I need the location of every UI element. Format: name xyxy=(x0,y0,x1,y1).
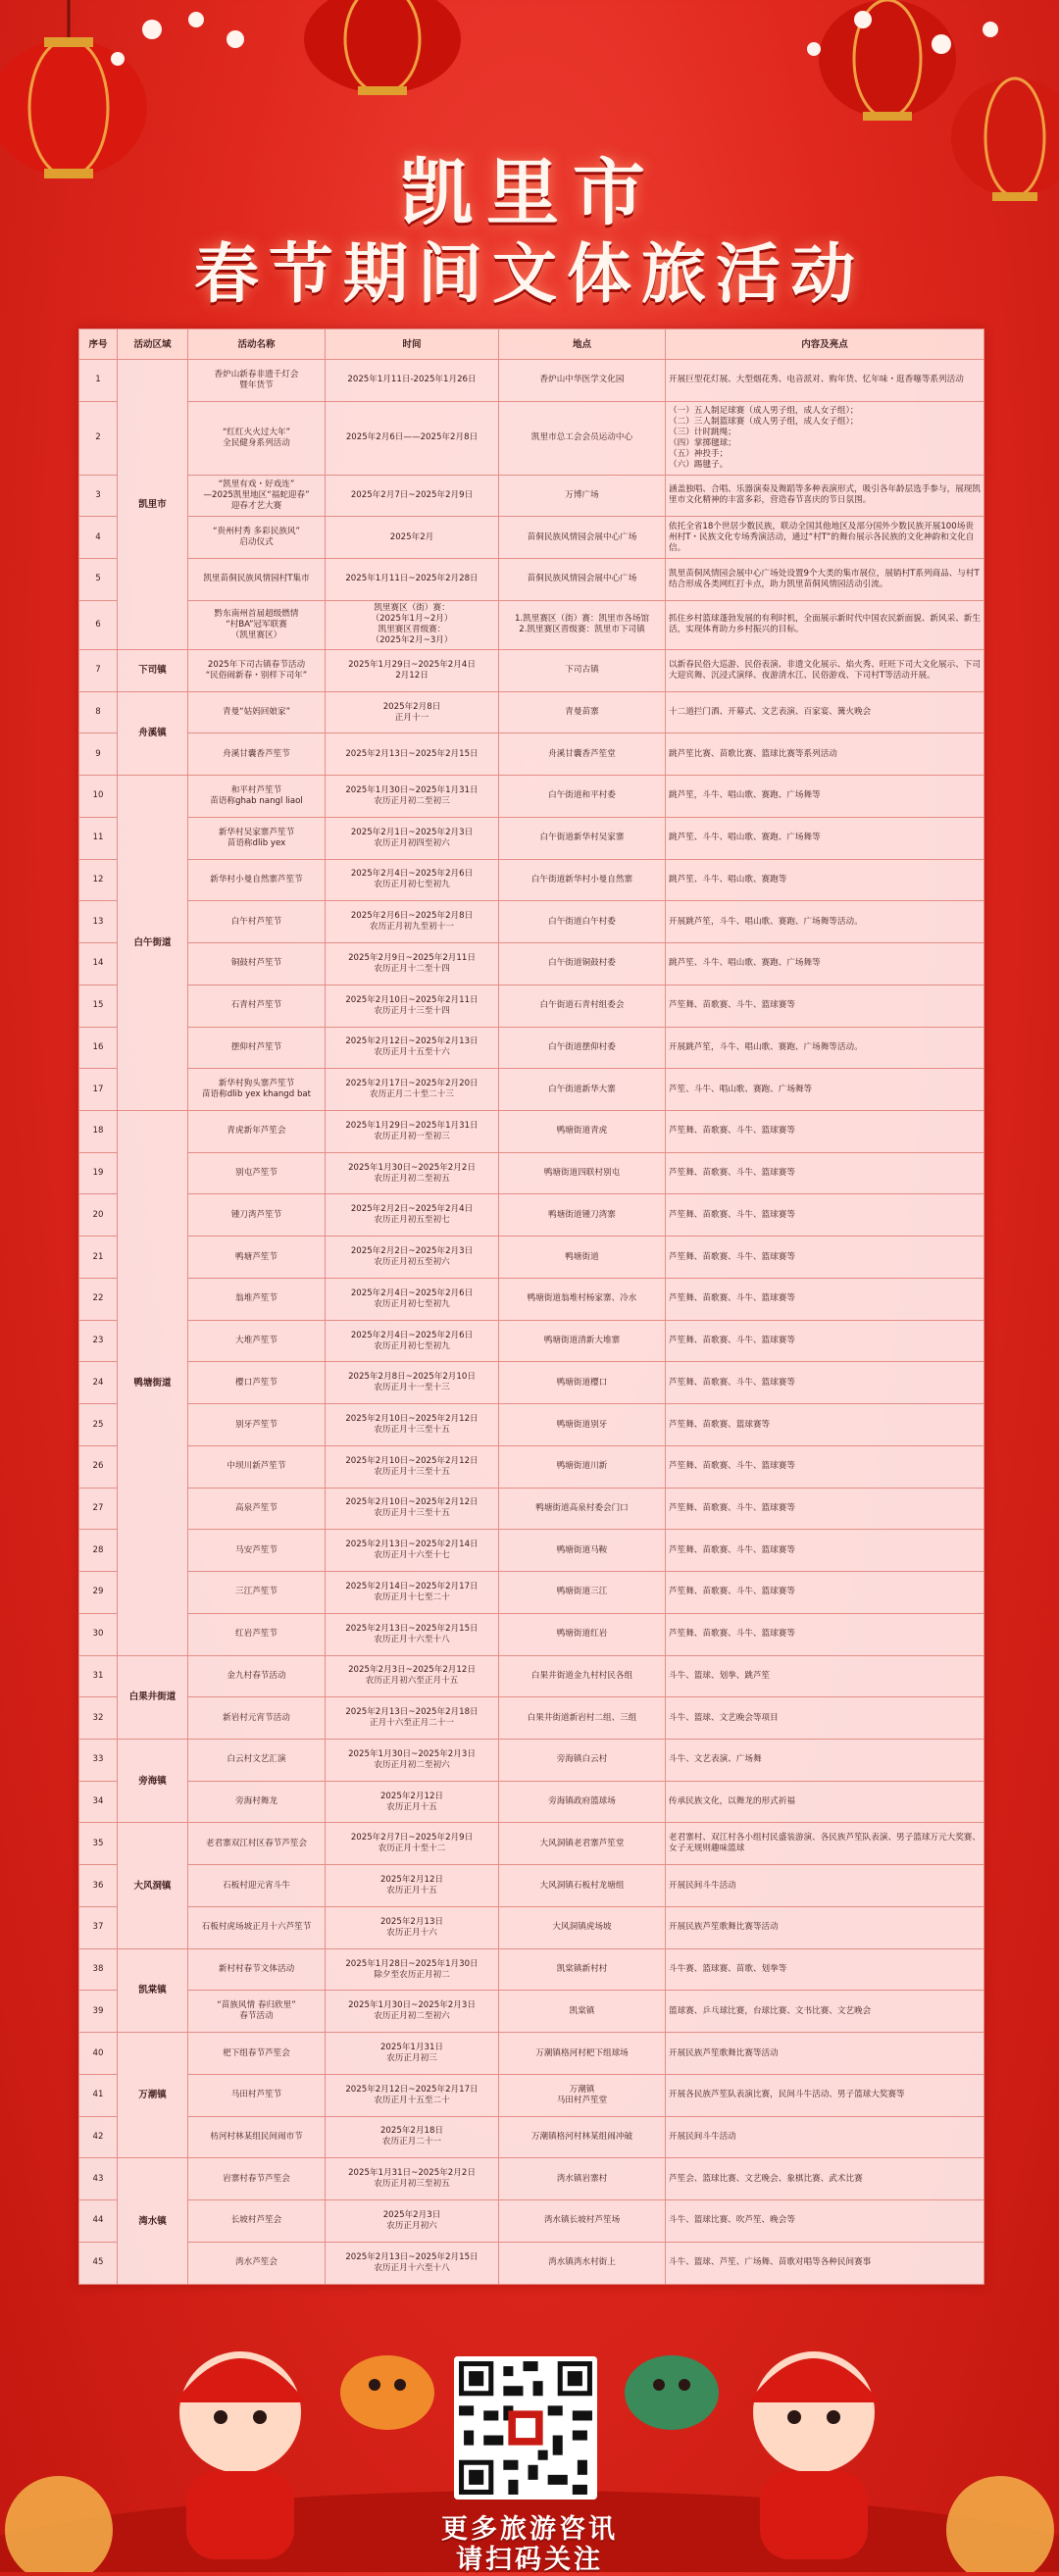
row-number: 33 xyxy=(79,1740,118,1782)
table-row xyxy=(79,1865,984,1907)
activity-place: 鸭塘街道红岩 xyxy=(499,1613,666,1655)
table-row xyxy=(79,1781,984,1823)
row-number: 40 xyxy=(79,2033,118,2075)
activity-place: 白午街道铜鼓村委 xyxy=(499,943,666,985)
table-row xyxy=(79,1278,984,1320)
activity-place: 1.凯里赛区（街）赛：凯里市各场馆 2.凯里赛区晋级赛：凯里市下司镇 xyxy=(499,600,666,649)
activity-place: 鸭塘街道别牙 xyxy=(499,1404,666,1446)
activity-place: 鸭塘街道高泉村委会门口 xyxy=(499,1488,666,1530)
row-number: 36 xyxy=(79,1865,118,1907)
table-body xyxy=(79,360,984,2285)
row-number: 27 xyxy=(79,1488,118,1530)
row-number: 31 xyxy=(79,1655,118,1697)
activity-place: 苗侗民族风情园会展中心广场 xyxy=(499,517,666,559)
activity-content: 芦笙舞、苗歌赛、斗牛、篮球赛等 xyxy=(666,1320,984,1362)
table-row xyxy=(79,776,984,818)
activity-content: 开展巨型花灯展、大型烟花秀、电音派对、购年货、忆年味・逛香噻等系列活动 xyxy=(666,360,984,402)
activity-content: 斗牛、篮球比赛、吹芦笙、晚会等 xyxy=(666,2200,984,2243)
activity-time: 2025年1月29日~2025年1月31日 农历正月初一至初三 xyxy=(326,1111,499,1153)
activity-area: 白果井街道 xyxy=(118,1655,188,1739)
activity-time: 2025年1月30日~2025年2月3日 农历正月初二至初六 xyxy=(326,1991,499,2033)
activity-place: 青曼苗寨 xyxy=(499,691,666,733)
activity-content: 芦笙舞、苗歌赛、斗牛、篮球赛等 xyxy=(666,1530,984,1572)
activity-time: 2025年2月10日~2025年2月12日 农历正月十三至十五 xyxy=(326,1445,499,1488)
activity-place: 凯里市总工会会员运动中心 xyxy=(499,401,666,475)
activity-content: 芦笙会、篮球比赛、文艺晚会、象棋比赛、武术比赛 xyxy=(666,2158,984,2200)
activity-name: 中坝川新芦笙节 xyxy=(188,1445,326,1488)
table-row xyxy=(79,558,984,600)
activity-time: 2025年2月8日~2025年2月10日 农历正月十一至十三 xyxy=(326,1362,499,1404)
activity-time: 2025年2月12日 农历正月十五 xyxy=(326,1781,499,1823)
activity-place: 湾水镇岩寨村 xyxy=(499,2158,666,2200)
activity-time: 2025年1月31日 农历正月初三 xyxy=(326,2033,499,2075)
col-header-no: 序号 xyxy=(79,329,118,360)
activity-content: 跳芦笙，斗牛、唱山歌、赛跑、广场舞等 xyxy=(666,776,984,818)
activity-content: 芦笙舞、苗歌赛、斗牛、篮球赛等 xyxy=(666,1445,984,1488)
activity-content: 开展民族芦笙歌舞比赛等活动 xyxy=(666,1906,984,1948)
table-row xyxy=(79,1906,984,1948)
activity-time: 2025年2月3日~2025年2月12日 农历正月初六至正月十五 xyxy=(326,1655,499,1697)
activity-time: 2025年2月7日~2025年2月9日 农历正月十至十二 xyxy=(326,1823,499,1865)
activity-area: 万潮镇 xyxy=(118,2033,188,2158)
table-header xyxy=(79,329,984,360)
table-row xyxy=(79,1823,984,1865)
activity-content: 斗牛、篮球、芦笙、广场舞、苗歌对唱等各种民间赛事 xyxy=(666,2242,984,2284)
activity-content: 传承民族文化，以舞龙的形式祈福 xyxy=(666,1781,984,1823)
activity-place: 鸭塘街道樱口 xyxy=(499,1362,666,1404)
table-row xyxy=(79,901,984,943)
activity-place: 凯棠镇新村村 xyxy=(499,1948,666,1991)
activity-content: 芦笙舞、苗歌赛、篮球赛等 xyxy=(666,1404,984,1446)
table-row xyxy=(79,649,984,691)
activity-time: 2025年1月29日~2025年2月4日 2月12日 xyxy=(326,649,499,691)
activity-name: 2025年下司古镇春节活动 “民俗闹新春・别样下司年” xyxy=(188,649,326,691)
activity-time: 2025年2月10日~2025年2月12日 农历正月十三至十五 xyxy=(326,1488,499,1530)
table-row xyxy=(79,1069,984,1111)
activity-content: 涵盖独唱、合唱、乐器演奏及舞蹈等多种表演形式，吸引各年龄层选手参与，展现凯里市文化精神的丰富多彩，营造春节喜庆的节日氛围。 xyxy=(666,475,984,517)
activity-time: 2025年2月10日~2025年2月11日 农历正月十三至十四 xyxy=(326,985,499,1027)
activity-place: 大风洞镇石板村龙塘组 xyxy=(499,1865,666,1907)
activity-time: 2025年2月10日~2025年2月12日 农历正月十三至十五 xyxy=(326,1404,499,1446)
activity-content: 开展各民族芦笙队表演比赛，民间斗牛活动、男子篮球大奖赛等 xyxy=(666,2074,984,2116)
activity-time: 2025年2月4日~2025年2月6日 农历正月初七至初九 xyxy=(326,1320,499,1362)
activity-place: 鸭塘街道马鞍 xyxy=(499,1530,666,1572)
activity-content: 抓住乡村篮球蓬勃发展的有利时机，全面展示新时代中国农民新面貌、新风采、新生活，实现体育助力乡村振兴的目标。 xyxy=(666,600,984,649)
row-number: 14 xyxy=(79,943,118,985)
activity-time: 2025年1月30日~2025年2月3日 农历正月初二至初六 xyxy=(326,1740,499,1782)
activity-place: 湾水镇长坡村芦笙场 xyxy=(499,2200,666,2243)
activity-name: 马安芦笙节 xyxy=(188,1530,326,1572)
row-number: 37 xyxy=(79,1906,118,1948)
activity-time: 2025年2月18日 农历正月二十一 xyxy=(326,2116,499,2158)
activity-content: 斗牛赛、篮球赛、苗歌、划拳等 xyxy=(666,1948,984,1991)
row-number: 10 xyxy=(79,776,118,818)
activity-time: 2025年2月6日——2025年2月8日 xyxy=(326,401,499,475)
activity-time: 2025年2月 xyxy=(326,517,499,559)
table-row xyxy=(79,2033,984,2075)
activity-content: 芦笙舞、苗歌赛、斗牛、篮球赛等 xyxy=(666,1572,984,1614)
activity-content: 芦笙、斗牛、唱山歌、赛跑、广场舞等 xyxy=(666,1069,984,1111)
activity-name: 铜鼓村芦笙节 xyxy=(188,943,326,985)
table-row xyxy=(79,2116,984,2158)
table-row xyxy=(79,1948,984,1991)
activity-time: 2025年2月17日~2025年2月20日 农历正月二十至二十三 xyxy=(326,1069,499,1111)
activity-time: 2025年2月3日 农历正月初六 xyxy=(326,2200,499,2243)
activity-area: 湾水镇 xyxy=(118,2158,188,2285)
row-number: 44 xyxy=(79,2200,118,2243)
row-number: 43 xyxy=(79,2158,118,2200)
activity-content: 斗牛、文艺表演、广场舞 xyxy=(666,1740,984,1782)
activity-time: 2025年2月2日~2025年2月3日 农历正月初五至初六 xyxy=(326,1237,499,1279)
activity-name: 新华村狗头寨芦笙节 苗语称dlib yex khangd bat xyxy=(188,1069,326,1111)
activity-name: 和平村芦笙节 苗语称ghab nangl liaol xyxy=(188,776,326,818)
activity-place: 万潮镇 马田村芦笙堂 xyxy=(499,2074,666,2116)
table-row xyxy=(79,1237,984,1279)
activity-time: 2025年2月7日~2025年2月9日 xyxy=(326,475,499,517)
activity-name: 青虎新年芦笙会 xyxy=(188,1111,326,1153)
activity-name: 摆仰村芦笙节 xyxy=(188,1027,326,1069)
activity-name: 长坡村芦笙会 xyxy=(188,2200,326,2243)
table-row xyxy=(79,1740,984,1782)
activity-place: 舟溪甘囊香芦笙堂 xyxy=(499,733,666,776)
activity-time: 2025年2月2日~2025年2月4日 农历正月初五至初七 xyxy=(326,1194,499,1237)
activity-name: 金九村春节活动 xyxy=(188,1655,326,1697)
activity-name: 鸭塘芦笙节 xyxy=(188,1237,326,1279)
activity-place: 白午街道白午村委 xyxy=(499,901,666,943)
table-row xyxy=(79,1991,984,2033)
activity-place: 旁海镇白云村 xyxy=(499,1740,666,1782)
qr-code[interactable] xyxy=(454,2356,597,2500)
table-row xyxy=(79,985,984,1027)
table-row xyxy=(79,2200,984,2243)
row-number: 20 xyxy=(79,1194,118,1237)
table-row xyxy=(79,943,984,985)
row-number: 3 xyxy=(79,475,118,517)
activity-place: 白果井街道新岩村二组、三组 xyxy=(499,1697,666,1740)
activity-time: 2025年2月12日~2025年2月17日 农历正月十五至二十 xyxy=(326,2074,499,2116)
activity-name: 湾水芦笙会 xyxy=(188,2242,326,2284)
activity-content: 依托全省18个世居少数民族，联动全国其他地区及部分国外少数民族开展100场贵州村T・民族文化专场秀演活动，通过“村T”的舞台展示各民族的文化神韵和文化自信。 xyxy=(666,517,984,559)
activity-time: 2025年2月13日~2025年2月14日 农历正月十六至十七 xyxy=(326,1530,499,1572)
activity-place: 万博广场 xyxy=(499,475,666,517)
row-number: 21 xyxy=(79,1237,118,1279)
row-number: 39 xyxy=(79,1991,118,2033)
activity-place: 凯棠镇 xyxy=(499,1991,666,2033)
table-row xyxy=(79,475,984,517)
col-header-name: 活动名称 xyxy=(188,329,326,360)
row-number: 8 xyxy=(79,691,118,733)
activity-area: 大风洞镇 xyxy=(118,1823,188,1948)
activity-name: 大堆芦笙节 xyxy=(188,1320,326,1362)
table-row xyxy=(79,1572,984,1614)
activity-time: 2025年2月13日~2025年2月15日 农历正月十六至十八 xyxy=(326,1613,499,1655)
activity-name: “红红火火过大年” 全民健身系列活动 xyxy=(188,401,326,475)
activity-name: 石板村虎场坡正月十六芦笙节 xyxy=(188,1906,326,1948)
activity-name: 别屯芦笙节 xyxy=(188,1152,326,1194)
activity-place: 白午街道和平村委 xyxy=(499,776,666,818)
row-number: 18 xyxy=(79,1111,118,1153)
activity-place: 白午街道新华大寨 xyxy=(499,1069,666,1111)
activity-place: 鸭塘街道 xyxy=(499,1237,666,1279)
activity-place: 鸭塘街道锺刀湾寨 xyxy=(499,1194,666,1237)
activity-place: 白午街道新华村吴家寨 xyxy=(499,817,666,859)
row-number: 9 xyxy=(79,733,118,776)
activity-content: 老君寨村、双江村各小组村民盛装游演、各民族芦笙队表演、男子篮球万元大奖赛、女子无规则趣味篮球 xyxy=(666,1823,984,1865)
table-row xyxy=(79,817,984,859)
table-row xyxy=(79,1320,984,1362)
table-row xyxy=(79,2242,984,2284)
table-row xyxy=(79,733,984,776)
activity-place: 鸭塘街道清新大堆寨 xyxy=(499,1320,666,1362)
row-number: 15 xyxy=(79,985,118,1027)
activity-name: 樱口芦笙节 xyxy=(188,1362,326,1404)
row-number: 5 xyxy=(79,558,118,600)
activity-name: 高泉芦笙节 xyxy=(188,1488,326,1530)
activity-name: 新华村吴家寨芦笙节 苗语称dlib yex xyxy=(188,817,326,859)
activity-time: 2025年2月9日~2025年2月11日 农历正月十二至十四 xyxy=(326,943,499,985)
activity-content: 芦笙舞、苗歌赛、斗牛、篮球赛等 xyxy=(666,1278,984,1320)
activity-name: 凯里苗侗民族风情园村T集市 xyxy=(188,558,326,600)
activity-area: 鸭塘街道 xyxy=(118,1111,188,1656)
activity-area: 凯棠镇 xyxy=(118,1948,188,2032)
activity-time: 2025年1月30日~2025年2月2日 农历正月初二至初五 xyxy=(326,1152,499,1194)
activity-name: 新华村小曼自然寨芦笙节 xyxy=(188,859,326,901)
table-row xyxy=(79,517,984,559)
lantern-icon xyxy=(304,0,461,95)
activity-table xyxy=(78,328,984,2285)
activity-name: 白午村芦笙节 xyxy=(188,901,326,943)
row-number: 7 xyxy=(79,649,118,691)
activity-place: 大风洞镇虎场坡 xyxy=(499,1906,666,1948)
activity-content: 芦笙舞、苗歌赛、斗牛、篮球赛等 xyxy=(666,985,984,1027)
table-row xyxy=(79,2158,984,2200)
activity-time: 2025年2月13日~2025年2月15日 xyxy=(326,733,499,776)
activity-name: “贵州村秀 多彩民族风” 启动仪式 xyxy=(188,517,326,559)
table-row xyxy=(79,1362,984,1404)
row-number: 12 xyxy=(79,859,118,901)
row-number: 1 xyxy=(79,360,118,402)
row-number: 6 xyxy=(79,600,118,649)
activity-name: 别牙芦笙节 xyxy=(188,1404,326,1446)
table-row xyxy=(79,1655,984,1697)
activity-name: 三江芦笙节 xyxy=(188,1572,326,1614)
activity-time: 2025年2月12日 农历正月十五 xyxy=(326,1865,499,1907)
page-title-subtitle: 春节期间文体旅活动 xyxy=(194,235,865,312)
row-number: 30 xyxy=(79,1613,118,1655)
activity-content: 跳芦笙、斗牛、唱山歌、赛跑、广场舞等 xyxy=(666,943,984,985)
table-row xyxy=(79,1697,984,1740)
activity-place: 万潮镇格河村林某组闹冲破 xyxy=(499,2116,666,2158)
activity-content: 芦笙舞、苗歌赛、斗牛、篮球赛等 xyxy=(666,1194,984,1237)
row-number: 2 xyxy=(79,401,118,475)
row-number: 25 xyxy=(79,1404,118,1446)
table-row xyxy=(79,691,984,733)
activity-name: 新岩村元宵节活动 xyxy=(188,1697,326,1740)
activity-time: 2025年2月12日~2025年2月13日 农历正月十五至十六 xyxy=(326,1027,499,1069)
activity-area: 旁海镇 xyxy=(118,1740,188,1823)
row-number: 23 xyxy=(79,1320,118,1362)
row-number: 11 xyxy=(79,817,118,859)
activity-time: 2025年1月11日-2025年1月26日 xyxy=(326,360,499,402)
activity-place: 湾水镇湾水村街上 xyxy=(499,2242,666,2284)
activity-time: 2025年1月31日~2025年2月2日 农历正月初三至初五 xyxy=(326,2158,499,2200)
page-title-city: 凯里市 xyxy=(400,151,659,235)
activity-time: 2025年2月14日~2025年2月17日 农历正月十七至二十 xyxy=(326,1572,499,1614)
activity-time: 2025年1月28日~2025年1月30日 除夕至农历正月初二 xyxy=(326,1948,499,1991)
activity-content: 篮球赛、乒乓球比赛，台球比赛、文书比赛、文艺晚会 xyxy=(666,1991,984,2033)
col-header-area: 活动区域 xyxy=(118,329,188,360)
activity-time: 2025年1月11日~2025年2月28日 xyxy=(326,558,499,600)
table-row xyxy=(79,600,984,649)
activity-place: 苗侗民族风情园会展中心广场 xyxy=(499,558,666,600)
footer-line-1: 更多旅游咨讯 xyxy=(441,2514,618,2545)
row-number: 13 xyxy=(79,901,118,943)
activity-name: 旁海村舞龙 xyxy=(188,1781,326,1823)
activity-place: 白午街道摆仰村委 xyxy=(499,1027,666,1069)
activity-content: 跳芦笙、斗牛、唱山歌、赛跑等 xyxy=(666,859,984,901)
activity-place: 白午街道石青村组委会 xyxy=(499,985,666,1027)
activity-name: 舟溪甘囊香芦笙节 xyxy=(188,733,326,776)
table-row xyxy=(79,2074,984,2116)
activity-time: 2025年1月30日~2025年1月31日 农历正月初二至初三 xyxy=(326,776,499,818)
activity-area: 下司镇 xyxy=(118,649,188,691)
activity-name: 马田村芦笙节 xyxy=(188,2074,326,2116)
table-row xyxy=(79,859,984,901)
activity-place: 白果井街道金九村村民各组 xyxy=(499,1655,666,1697)
activity-time: 2025年2月8日 正月十一 xyxy=(326,691,499,733)
activity-area: 白午街道 xyxy=(118,776,188,1111)
activity-name: 新村村春节文体活动 xyxy=(188,1948,326,1991)
activity-content: 芦笙舞、苗歌赛、斗牛、篮球赛等 xyxy=(666,1152,984,1194)
activity-content: 开展跳芦笙，斗牛、唱山歌、赛跑、广场舞等活动。 xyxy=(666,1027,984,1069)
col-header-time: 时间 xyxy=(326,329,499,360)
activity-name: 白云村文艺汇演 xyxy=(188,1740,326,1782)
row-number: 24 xyxy=(79,1362,118,1404)
row-number: 16 xyxy=(79,1027,118,1069)
activity-name: 红岩芦笙节 xyxy=(188,1613,326,1655)
activity-name: 锺刀湾芦笙节 xyxy=(188,1194,326,1237)
activity-area: 舟溪镇 xyxy=(118,691,188,775)
activity-name: 青曼“姑妈回娘家” xyxy=(188,691,326,733)
table-row xyxy=(79,1194,984,1237)
activity-place: 旁海镇政府篮球场 xyxy=(499,1781,666,1823)
activity-time: 2025年2月4日~2025年2月6日 农历正月初七至初九 xyxy=(326,859,499,901)
row-number: 42 xyxy=(79,2116,118,2158)
activity-content: 芦笙舞、苗歌赛、斗牛、篮球赛等 xyxy=(666,1613,984,1655)
activity-content: 斗牛、篮球、文艺晚会等项目 xyxy=(666,1697,984,1740)
row-number: 28 xyxy=(79,1530,118,1572)
activity-name: “凯里有戏・好戏连” —2025凯里地区“福蛇迎春” 迎春才艺大赛 xyxy=(188,475,326,517)
activity-place: 鸭塘街道三江 xyxy=(499,1572,666,1614)
row-number: 22 xyxy=(79,1278,118,1320)
activity-content: 开展民间斗牛活动 xyxy=(666,1865,984,1907)
table-row xyxy=(79,360,984,402)
row-number: 35 xyxy=(79,1823,118,1865)
activity-table-panel xyxy=(78,328,983,2285)
activity-time: 2025年2月13日~2025年2月18日 正月十六至正月二十一 xyxy=(326,1697,499,1740)
activity-place: 鸭塘街道川新 xyxy=(499,1445,666,1488)
row-number: 38 xyxy=(79,1948,118,1991)
activity-place: 白午街道新华村小曼自然寨 xyxy=(499,859,666,901)
row-number: 17 xyxy=(79,1069,118,1111)
table-row xyxy=(79,1488,984,1530)
activity-place: 鸭塘街道四联村别屯 xyxy=(499,1152,666,1194)
col-header-content: 内容及亮点 xyxy=(666,329,984,360)
table-row xyxy=(79,1152,984,1194)
row-number: 4 xyxy=(79,517,118,559)
activity-content: 芦笙舞、苗歌赛、斗牛、篮球赛等 xyxy=(666,1111,984,1153)
activity-content: 斗牛、篮球、划拳、跳芦笙 xyxy=(666,1655,984,1697)
activity-name: “苗族风情 春归欣里” 春节活动 xyxy=(188,1991,326,2033)
activity-place: 万潮镇格河村杷下组球场 xyxy=(499,2033,666,2075)
activity-name: 老君寨双江村区春节芦笙会 xyxy=(188,1823,326,1865)
table-row xyxy=(79,1111,984,1153)
activity-time: 2025年2月4日~2025年2月6日 农历正月初七至初九 xyxy=(326,1278,499,1320)
activity-name: 石青村芦笙节 xyxy=(188,985,326,1027)
footer-line-2: 请扫码关注 xyxy=(456,2545,603,2575)
activity-content: 芦笙舞、苗歌赛、斗牛、篮球赛等 xyxy=(666,1237,984,1279)
activity-name: 枋河村林某组民间闹市节 xyxy=(188,2116,326,2158)
row-number: 32 xyxy=(79,1697,118,1740)
activity-time: 2025年2月13日~2025年2月15日 农历正月十六至十八 xyxy=(326,2242,499,2284)
activity-content: 芦笙舞、苗歌赛、斗牛、篮球赛等 xyxy=(666,1362,984,1404)
activity-name: 黔东南州首届超级燃情 “村BA”冠军联赛 （凯里赛区） xyxy=(188,600,326,649)
table-row xyxy=(79,1027,984,1069)
table-row xyxy=(79,1445,984,1488)
activity-time: 2025年2月1日~2025年2月3日 农历正月初四至初六 xyxy=(326,817,499,859)
activity-content: 凯里苗侗风情园会展中心广场处设置9个大类的集市展位，展销村T系列商品、与村T结合形成各类网红打卡点，助力凯里苗侗风情园活动引流。 xyxy=(666,558,984,600)
table-row xyxy=(79,1613,984,1655)
activity-content: 跳芦笙比赛、苗歌比赛、篮球比赛等系列活动 xyxy=(666,733,984,776)
row-number: 41 xyxy=(79,2074,118,2116)
activity-name: 岩寨村春节芦笙会 xyxy=(188,2158,326,2200)
activity-content: 芦笙舞、苗歌赛、斗牛、篮球赛等 xyxy=(666,1488,984,1530)
activity-name: 翁堆芦笙节 xyxy=(188,1278,326,1320)
table-row xyxy=(79,401,984,475)
table-row xyxy=(79,1404,984,1446)
row-number: 19 xyxy=(79,1152,118,1194)
row-number: 29 xyxy=(79,1572,118,1614)
activity-name: 石板村迎元宵斗牛 xyxy=(188,1865,326,1907)
table-row xyxy=(79,1530,984,1572)
activity-name: 杷下组春节芦笙会 xyxy=(188,2033,326,2075)
row-number: 26 xyxy=(79,1445,118,1488)
activity-area: 凯里市 xyxy=(118,360,188,650)
activity-content: 开展民族芦笙歌舞比赛等活动 xyxy=(666,2033,984,2075)
activity-place: 大风洞镇老君寨芦笙堂 xyxy=(499,1823,666,1865)
activity-time: 2025年2月13日 农历正月十六 xyxy=(326,1906,499,1948)
activity-content: 以新春民俗大巡游、民俗表演、非遗文化展示、焰火秀、旺旺下司大文化展示、下司大迎宾舞、沉浸式演绎、夜游清水江、民俗游戏、下司村T等活动开展。 xyxy=(666,649,984,691)
row-number: 45 xyxy=(79,2242,118,2284)
activity-place: 下司古镇 xyxy=(499,649,666,691)
activity-content: 开展民间斗牛活动 xyxy=(666,2116,984,2158)
row-number: 34 xyxy=(79,1781,118,1823)
activity-place: 鸭塘街道青虎 xyxy=(499,1111,666,1153)
col-header-place: 地点 xyxy=(499,329,666,360)
activity-place: 鸭塘街道翁堆村杨家寨、冷水 xyxy=(499,1278,666,1320)
activity-content: 十二道拦门酒、开幕式、文艺表演、百家宴、篝火晚会 xyxy=(666,691,984,733)
activity-content: （一）五人制足球赛（成人男子组，成人女子组）； （二）三人制篮球赛（成人男子组，成人女子组）； （三）计时跳绳； （四）掌掷毽球； （五）神投手； （六）踢毽子。 xyxy=(666,401,984,475)
activity-name: 香炉山新春非遗千灯会 暨年货节 xyxy=(188,360,326,402)
lantern-icon xyxy=(819,0,956,121)
activity-place: 香炉山中华医学文化园 xyxy=(499,360,666,402)
activity-time: 凯里赛区（街）赛： （2025年1月~2月） 凯里赛区晋级赛： （2025年2月~3月） xyxy=(326,600,499,649)
activity-content: 开展跳芦笙，斗牛、唱山歌、赛跑、广场舞等活动。 xyxy=(666,901,984,943)
activity-content: 跳芦笙、斗牛、唱山歌、赛跑、广场舞等 xyxy=(666,817,984,859)
activity-time: 2025年2月6日~2025年2月8日 农历正月初九至初十一 xyxy=(326,901,499,943)
